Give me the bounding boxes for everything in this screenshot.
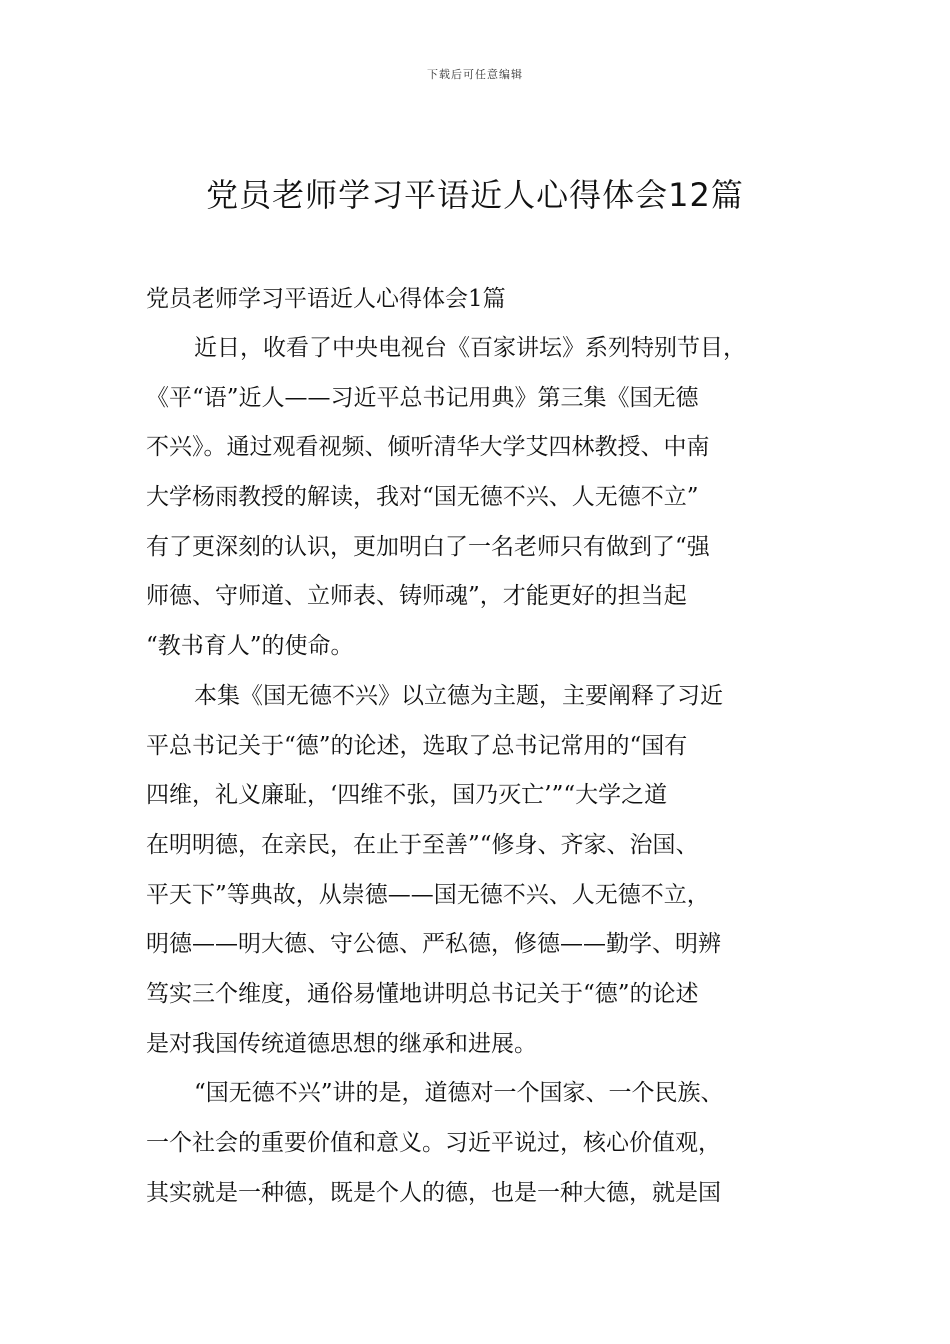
text-line: 笃实三个维度，通俗易懂地讲明总书记关于“德”的论述: [146, 980, 699, 1007]
text-line: 有了更深刻的认识，更加明白了一名老师只有做到了“强: [146, 533, 710, 560]
text-line: 大学杨雨教授的解读，我对“国无德不兴、人无德不立”: [146, 484, 699, 511]
text-line: 师德、守师道、立师表、铸师魂”，才能更好的担当起: [146, 583, 687, 610]
text-line: 不兴》。通过观看视频、倾听清华大学艾四林教授、中南: [146, 434, 710, 461]
text-line: 《平“语”近人——习近平总书记用典》第三集《国无德: [146, 384, 699, 411]
text-line: 明德——明大德、守公德、严私德，修德——勤学、明辨: [146, 931, 721, 958]
body-text: [146, 324, 818, 1218]
text-line: 平总书记关于“德”的论述，选取了总书记常用的“国有: [146, 732, 688, 759]
text-line: 是对我国传统道德思想的继承和进展。: [146, 1030, 537, 1057]
text-line: 近日，收看了中央电视台《百家讲坛》系列特别节目，: [194, 335, 746, 361]
section-heading: 党员老师学习平语近人心得体会1篇: [146, 286, 506, 312]
text-line: “国无德不兴”讲的是，道德对一个国家、一个民族、: [194, 1080, 724, 1107]
text-line: 在明明德，在亲民，在止于至善”“修身、齐家、治国、: [146, 831, 699, 858]
document-title: 党员老师学习平语近人心得体会12篇: [206, 176, 744, 214]
text-line: 四维，礼义廉耻，‘四维不张，国乃灭亡’”“大学之道: [146, 782, 668, 809]
text-line: 本集《国无德不兴》以立德为主题，主要阐释了习近: [194, 682, 723, 709]
text-line: 一个社会的重要价值和意义。习近平说过，核心价值观，: [146, 1130, 721, 1156]
header-note: 下载后可任意编辑: [427, 68, 523, 81]
text-line: 其实就是一种德，既是个人的德，也是一种大德，就是国: [146, 1179, 721, 1206]
text-line: “教书育人”的使命。: [146, 633, 354, 660]
text-line: 平天下”等典故，从崇德——国无德不兴、人无德不立，: [146, 881, 710, 908]
